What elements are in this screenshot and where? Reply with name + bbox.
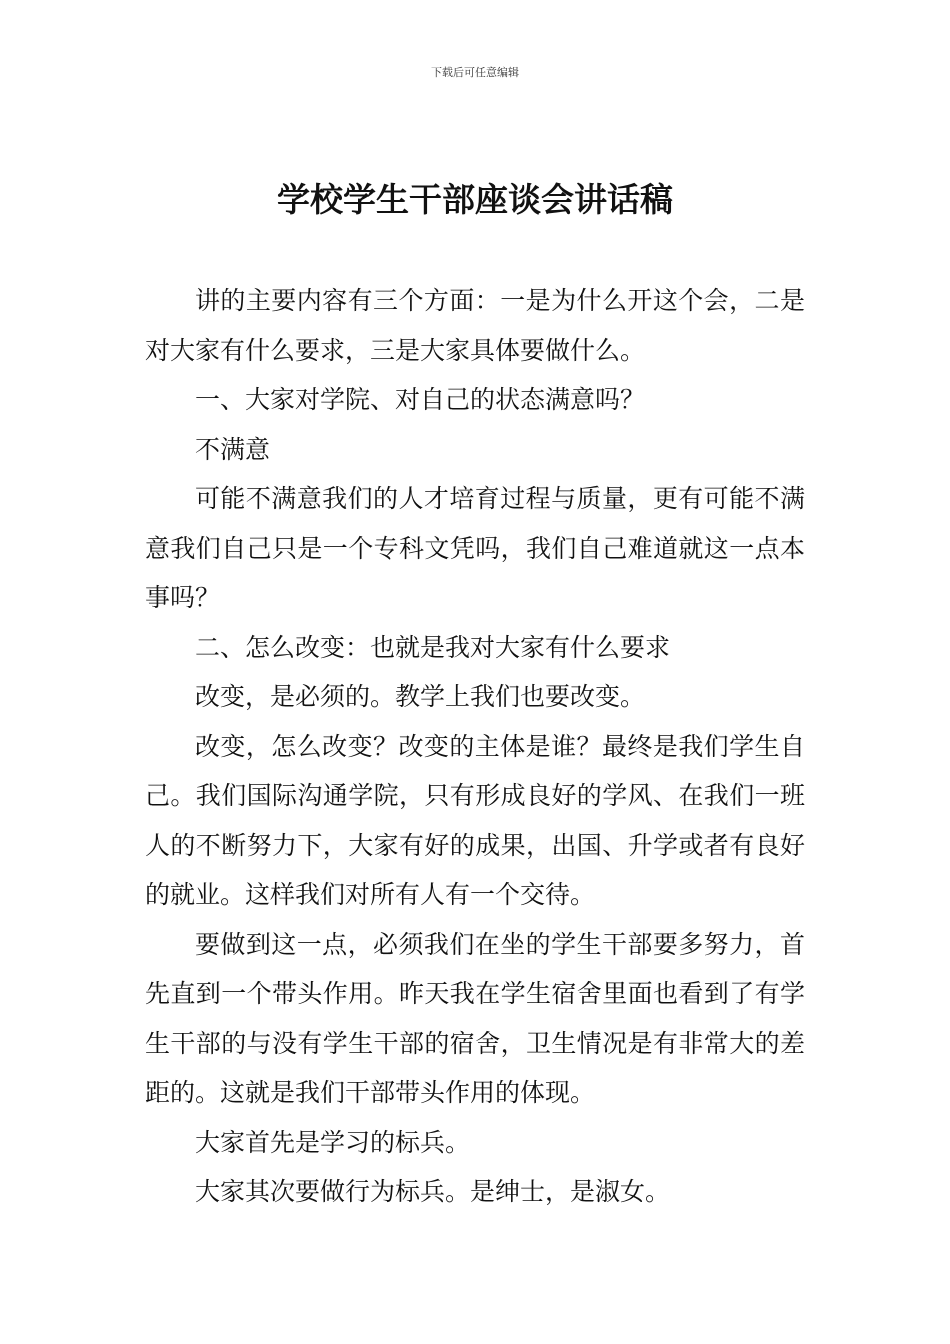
paragraph: 不满意: [195, 434, 271, 464]
section-heading: 二、怎么改变：也就是我对大家有什么要求: [195, 632, 671, 662]
paragraph: 改变，是必须的。教学上我们也要改变。: [195, 682, 646, 711]
section-heading: 一、大家对学院、对自己的状态满意吗？: [195, 385, 646, 414]
paragraph: 改变，怎么改变？改变的主体是谁？最终是我们学生自己。我们国际沟通学院，只有形成良好的学风、在我们一班人的不断努力下，大家有好的成果，出国、升学或者有良好的就业。这样我们对所有人有一个交待。: [145, 731, 805, 909]
paragraph: 讲的主要内容有三个方面：一是为什么开这个会，二是对大家有什么要求，三是大家具体要做什么。: [145, 286, 805, 365]
paragraph: 要做到这一点，必须我们在坐的学生干部要多努力，首先直到一个带头作用。昨天我在学生宿舍里面也看到了有学生干部的与没有学生干部的宿舍，卫生情况是有非常大的差距的。这就是我们干部带头作用的体现。: [145, 929, 805, 1107]
paragraph: 可能不满意我们的人才培育过程与质量，更有可能不满意我们自己只是一个专科文凭吗，我们自己难道就这一点本事吗？: [145, 484, 805, 612]
paragraph: 大家首先是学习的标兵。: [195, 1127, 471, 1157]
document-title: 学校学生干部座谈会讲话稿: [277, 180, 673, 219]
header-note: 下载后可任意编辑: [431, 66, 519, 79]
paragraph: 大家其次要做行为标兵。是绅士，是淑女。: [195, 1177, 671, 1206]
document-body: [145, 276, 805, 1217]
